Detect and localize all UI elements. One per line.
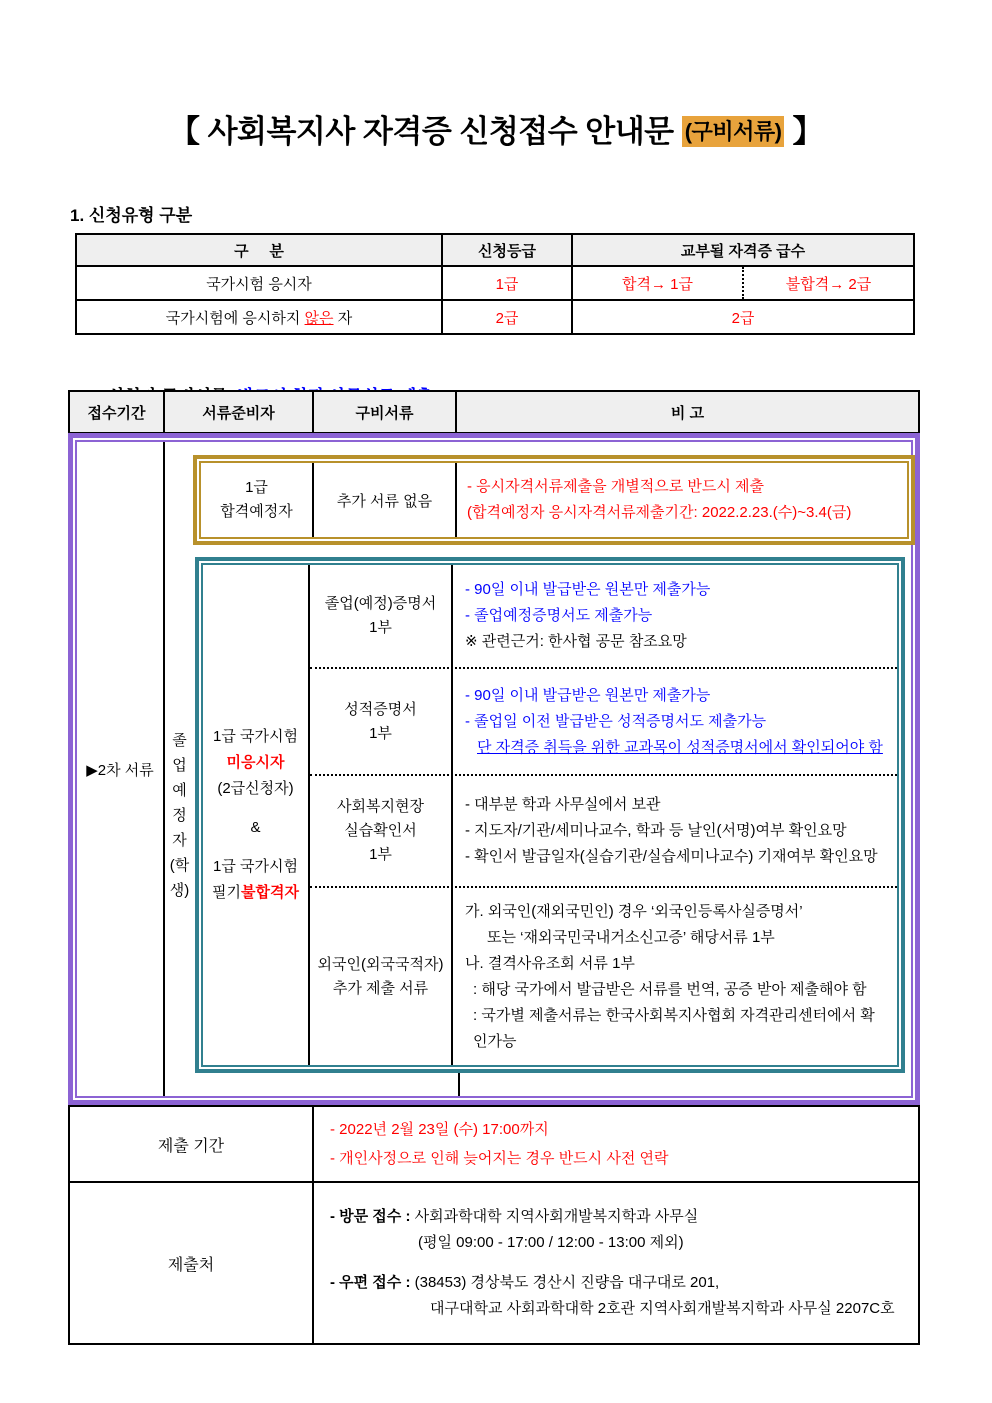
page-title-close: 】: [784, 114, 824, 149]
period-notice: - 개인사정으로 인해 늦어지는 경우 반드시 사전 연락: [330, 1150, 669, 1167]
category2-pre: 국가시험에 응시하지: [165, 309, 305, 327]
required-documents-inner: [201, 563, 899, 1067]
note-line-underlined: 단 자격증 취득을 위한 교과목이 성적증명서에서 확인되어야 함: [477, 738, 883, 756]
row-foreigner-extra-documents: [310, 886, 897, 1065]
doc-name-cell: [310, 888, 453, 1065]
table1-header-apply-grade: 신청등급: [441, 235, 571, 265]
doc-name: 성적증명서: [344, 700, 417, 718]
table1-row-exam-taker: [77, 265, 913, 299]
mail-label: - 우편 접수 :: [330, 1274, 415, 1291]
grade1-passer-notes: [455, 463, 907, 537]
submission-period-label: 제출 기간: [70, 1107, 314, 1181]
table1-cell-issued: [571, 267, 913, 299]
period-deadline: - 2022년 2월 23일 (수) 17:00까지: [330, 1121, 549, 1138]
mail-address2: 대구대학교 사회과학대학 2호관 지역사회개발복지학과 사무실 2207C호: [430, 1300, 895, 1317]
page-title-highlight: (구비서류): [682, 116, 785, 147]
vlabel-char: 생): [169, 881, 190, 899]
doc-name: 외국인(외국국적자): [317, 955, 444, 973]
visit-hours: (평일 09:00 - 17:00 / 12:00 - 13:00 제외): [418, 1234, 684, 1251]
section1-heading: 1. 신청유형 구분: [70, 206, 193, 225]
spacer: [330, 1256, 908, 1270]
submission-period-content: [314, 1107, 918, 1181]
table1-cell-issued2: 2급: [571, 301, 913, 333]
documents-column-divider-stub: [458, 1073, 460, 1096]
submission-period-row: [70, 1107, 918, 1183]
note-line: ※ 관련근거: 한사협 공문 참조요망: [465, 633, 687, 650]
grade1-who-line1: 1급: [245, 479, 268, 496]
period-label: ▶2차 서류: [86, 761, 154, 779]
category2-red: 않은: [304, 309, 334, 327]
note-line: 가. 외국인(재외국민인) 경우 ‘외국인등록사실증명서’: [465, 902, 803, 920]
applicant-type-line4: 1급 국가시험: [213, 858, 298, 875]
note-line: 또는 ‘재외국민국내거소신고증’ 해당서류 1부: [487, 928, 775, 946]
doc-name: 졸업(예정)증명서: [324, 595, 437, 612]
table1-header-row: [77, 235, 913, 265]
grade1-passer-docs: 추가 서류 없음: [312, 463, 455, 537]
note-line: : 국가별 제출서류는 한국사회복지사협회 자격관리센터에서 확인가능: [473, 1006, 875, 1050]
applicant-type-nontaker: 미응시자: [226, 754, 285, 771]
doc-notes-cell: [453, 776, 897, 886]
grade1-passer-box: [193, 455, 915, 545]
second-round-documents-box: [68, 433, 920, 1105]
doc-notes-cell: [453, 669, 897, 774]
note-line: - 졸업일 이전 발급받은 성적증명서도 제출가능: [465, 712, 767, 730]
page-title-text: 【 사회복지사 자격증 신청접수 안내문: [168, 114, 682, 149]
note-line: - 90일 이내 발급받은 원본만 제출가능: [465, 581, 711, 598]
doc-notes-cell: [453, 888, 897, 1065]
applicant-type-amp: &: [250, 819, 261, 836]
table1-header-category: 구 분: [234, 242, 284, 260]
note-line: - 지도자/기관/세미나교수, 학과 등 날인(서명)여부 확인요망: [465, 822, 847, 839]
row-transcript: [310, 667, 897, 774]
doc-notes-cell: [453, 565, 897, 667]
note-line: - 90일 이내 발급받은 원본만 제출가능: [465, 686, 711, 704]
grade1-note1: - 응시자격서류제출을 개별적으로 반드시 제출: [467, 478, 764, 495]
table1-cell-category2: [77, 301, 441, 333]
application-type-table: [75, 233, 915, 335]
table1-cell-fail: 불합격→ 2급: [742, 267, 913, 299]
grade1-passer-row: [199, 461, 909, 539]
note-line: : 해당 국가에서 발급받은 서류를 번역, 공증 받아 제출해야 함: [473, 980, 867, 998]
row-graduation-certificate: [310, 565, 897, 667]
visit-label: - 방문 접수 :: [330, 1208, 415, 1225]
doc-name-cell: [310, 565, 453, 667]
vlabel-char: (학: [169, 856, 190, 874]
mail-line: [330, 1270, 908, 1296]
visit-value: 사회과학대학 지역사회개발복지학과 사무실: [414, 1208, 699, 1225]
graduating-student-vertical-label: [164, 557, 195, 1073]
submission-place-content: [314, 1183, 918, 1343]
table1-cell-pass: 합격→ 1급: [622, 275, 693, 293]
visit-line: [330, 1204, 908, 1230]
vlabel-char: 자: [172, 831, 187, 849]
table1-header-issued-grade: 교부될 자격증 급수: [571, 235, 913, 265]
doc-qty: 1부: [369, 846, 392, 863]
note-line: - 확인서 발급일자(실습기관/실습세미나교수) 기재여부 확인요망: [465, 848, 878, 865]
note-line: 나. 결격사유조회 서류 1부: [465, 954, 635, 972]
doc-qty: 1부: [369, 619, 392, 636]
table1-cell-apply-grade: 1급: [441, 267, 571, 299]
note-line: - 졸업예정증명서도 제출가능: [465, 607, 653, 624]
table1-cell-category: 국가시험 응시자: [206, 275, 312, 293]
applicant-type-line1: 1급 국가시험: [213, 728, 298, 745]
col-header-period: 접수기간: [87, 404, 146, 422]
applicant-type-cell: [203, 565, 310, 1065]
doc-name2: 실습확인서: [344, 822, 417, 839]
applicant-type-line5-pre: 필기: [212, 884, 241, 901]
vlabel-char: 업: [172, 756, 187, 774]
submission-place-label: 제출처: [70, 1183, 314, 1343]
col-header-documents: 구비서류: [312, 392, 455, 432]
vlabel-char: 정: [172, 806, 187, 824]
submission-info-table: [68, 1105, 920, 1345]
category2-post: 자: [333, 309, 353, 327]
table1-row-non-taker: [77, 299, 913, 333]
second-round-documents-inner: [75, 440, 913, 1098]
note-line: - 대부분 학과 사무실에서 보관: [465, 796, 661, 813]
submission-place-row: [70, 1183, 918, 1343]
doc-name2: 추가 제출 서류: [332, 979, 429, 997]
col-header-preparer: 서류준비자: [163, 392, 312, 432]
table1-cell-apply-grade2: 2급: [441, 301, 571, 333]
mail-address1: (38453) 경상북도 경산시 진량읍 대구대로 201,: [414, 1274, 720, 1291]
doc-name-cell: [310, 669, 453, 774]
vlabel-char: 졸: [172, 731, 187, 749]
applicant-type-fail: 불합격자: [241, 884, 299, 901]
documents-table-header: [68, 390, 920, 434]
page-title: [0, 106, 992, 151]
grade1-passer-who: [201, 463, 312, 537]
doc-qty: 1부: [369, 724, 392, 742]
required-documents-box: [195, 557, 905, 1073]
col-header-remarks: 비 고: [455, 392, 918, 432]
applicant-type-line5: [212, 880, 299, 906]
document-rows: [310, 565, 897, 1065]
grade1-who-line2: 합격예정자: [220, 503, 293, 520]
row-field-practice-confirmation: [310, 774, 897, 886]
grade1-note2: (합격예정자 응시자격서류제출기간: 2022.2.23.(수)~3.4(금): [467, 504, 852, 521]
applicant-type-line3: (2급신청자): [217, 780, 294, 797]
doc-name: 사회복지현장: [337, 798, 424, 815]
doc-name-cell: [310, 776, 453, 886]
vlabel-char: 예: [172, 781, 187, 799]
